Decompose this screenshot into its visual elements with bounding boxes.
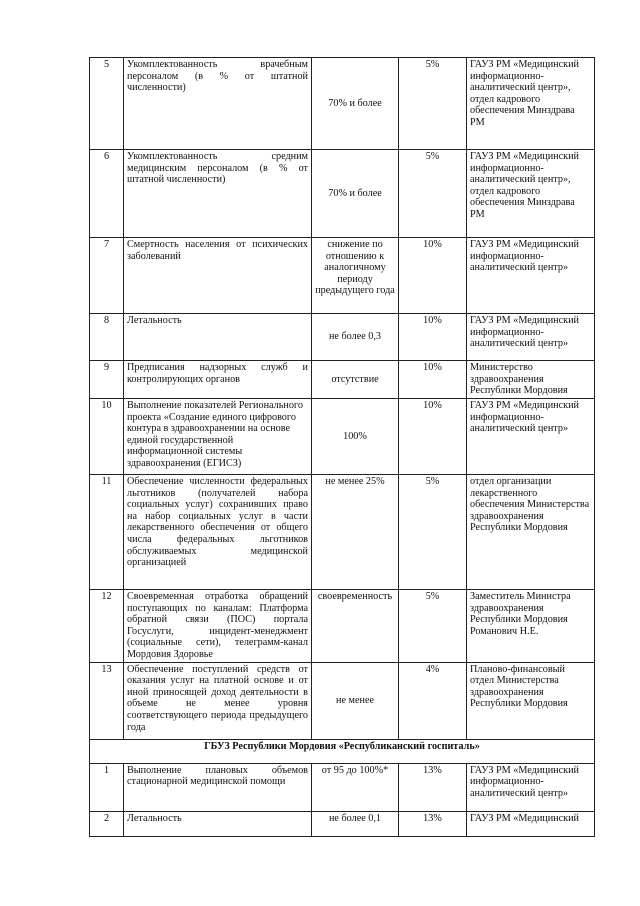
target-cell: не более 0,1 — [312, 811, 399, 836]
section-row — [90, 739, 595, 763]
row-number: 10 — [90, 399, 124, 475]
indicator-cell: Летальность — [124, 811, 312, 836]
weight-cell: 13% — [399, 811, 467, 836]
target-cell: не менее — [312, 662, 399, 739]
responsible-cell: ГАУЗ РМ «Медицинский информационно-аналитический центр», отдел кадрового обеспечения Минздрава РМ — [467, 150, 595, 238]
table-row — [90, 590, 595, 663]
indicator-cell: Выполнение показателей Регионального проекта «Создание единого цифрового контура в здравоохранении на основе единой государственной информационной системы здравоохранения (ЕГИСЗ) — [124, 399, 312, 475]
table-row — [90, 314, 595, 361]
row-number: 2 — [90, 811, 124, 836]
indicator-cell: Укомплектованность врачебным персоналом (в % от штатной численности) — [124, 58, 312, 150]
indicator-cell: Своевременная отработка обращений поступающих по каналам: Платформа обратной связи (ПОС) портала Госуслуги, инцидент-менеджмент (социальные сети), телеграмм-канал Мордовия Здоровье — [124, 590, 312, 663]
responsible-cell: ГАУЗ РМ «Медицинский информационно-аналитический центр» — [467, 314, 595, 361]
indicator-cell: Укомплектованность средним медицинским персоналом (в % от штатной численности) — [124, 150, 312, 238]
table-row — [90, 150, 595, 238]
weight-cell: 10% — [399, 361, 467, 399]
responsible-cell: ГАУЗ РМ «Медицинский — [467, 811, 595, 836]
row-number: 13 — [90, 662, 124, 739]
responsible-cell: отдел организации лекарственного обеспечения Министерства здравоохранения Республики Мордовия — [467, 475, 595, 590]
weight-cell: 10% — [399, 238, 467, 314]
table-row — [90, 811, 595, 836]
weight-cell: 5% — [399, 590, 467, 663]
section-title: ГБУЗ Республики Мордовия «Республиканский госпиталь» — [90, 739, 595, 763]
indicator-cell: Смертность населения от психических заболеваний — [124, 238, 312, 314]
table-row — [90, 763, 595, 811]
responsible-cell: Министерство здравоохранения Республики Мордовия — [467, 361, 595, 399]
indicator-cell: Летальность — [124, 314, 312, 361]
row-number: 5 — [90, 58, 124, 150]
row-number: 7 — [90, 238, 124, 314]
weight-cell: 5% — [399, 150, 467, 238]
table-row — [90, 399, 595, 475]
target-cell: своевременность — [312, 590, 399, 663]
row-number: 9 — [90, 361, 124, 399]
target-cell: не более 0,3 — [312, 314, 399, 361]
row-number: 12 — [90, 590, 124, 663]
table-row — [90, 361, 595, 399]
indicator-cell: Выполнение плановых объемов стационарной медицинской помощи — [124, 763, 312, 811]
weight-cell: 10% — [399, 399, 467, 475]
target-cell: не менее 25% — [312, 475, 399, 590]
table-row — [90, 662, 595, 739]
responsible-cell: ГАУЗ РМ «Медицинский информационно-аналитический центр» — [467, 238, 595, 314]
table-row — [90, 475, 595, 590]
responsible-cell: ГАУЗ РМ «Медицинский информационно-аналитический центр» — [467, 763, 595, 811]
target-cell: снижение по отношению к аналогичному периоду предыдущего года — [312, 238, 399, 314]
weight-cell: 10% — [399, 314, 467, 361]
target-cell: 70% и более — [312, 58, 399, 150]
row-number: 1 — [90, 763, 124, 811]
row-number: 11 — [90, 475, 124, 590]
indicator-cell: Предписания надзорных служб и контролирующих органов — [124, 361, 312, 399]
weight-cell: 4% — [399, 662, 467, 739]
target-cell: 70% и более — [312, 150, 399, 238]
responsible-cell: Планово-финансовый отдел Министерства здравоохранения Республики Мордовия — [467, 662, 595, 739]
weight-cell: 5% — [399, 475, 467, 590]
indicator-cell: Обеспечение поступлений средств от оказания услуг на платной основе и от иной приносящей доход деятельности в объеме не менее уровня соответствующего периода предыдущего года — [124, 662, 312, 739]
responsible-cell: Заместитель Министра здравоохранения Республики Мордовия Романович Н.Е. — [467, 590, 595, 663]
target-cell: отсутствие — [312, 361, 399, 399]
target-cell: от 95 до 100%* — [312, 763, 399, 811]
table-row — [90, 238, 595, 314]
weight-cell: 13% — [399, 763, 467, 811]
weight-cell: 5% — [399, 58, 467, 150]
row-number: 6 — [90, 150, 124, 238]
indicator-cell: Обеспечение численности федеральных льготников (получателей набора социальных услуг) сохранивших право на набор социальных услуг в части лекарственного обеспечения от общего числа федеральных льготников обслуживаемых медицинской организацией — [124, 475, 312, 590]
target-cell: 100% — [312, 399, 399, 475]
row-number: 8 — [90, 314, 124, 361]
indicators-table — [89, 57, 595, 837]
responsible-cell: ГАУЗ РМ «Медицинский информационно-аналитический центр» — [467, 399, 595, 475]
responsible-cell: ГАУЗ РМ «Медицинский информационно-аналитический центр», отдел кадрового обеспечения Минздрава РМ — [467, 58, 595, 150]
table-row — [90, 58, 595, 150]
